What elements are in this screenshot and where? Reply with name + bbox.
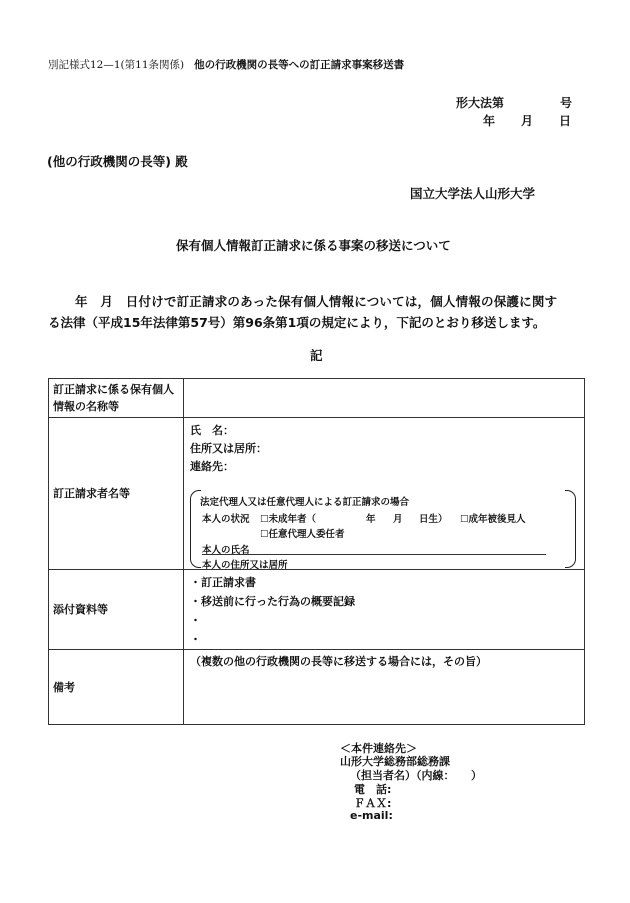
representative-box (190, 490, 576, 571)
requester-value (184, 418, 585, 570)
minor-checkbox[interactable]: ☐未成年者（ (260, 514, 317, 525)
info-name-label: 訂正請求に係る保有個人情報の名称等 (49, 379, 184, 418)
date-year: 年 (483, 114, 496, 128)
sender: 国立大学法人山形大学 (410, 186, 536, 201)
requester-address: 住所又は居所： (190, 442, 267, 455)
body-paragraph (48, 291, 588, 333)
document-number-suffix: 号 (560, 96, 573, 110)
remarks-label: 備考 (49, 650, 184, 725)
attachment-item: ・ (190, 614, 201, 627)
contact-email: e-mail: (350, 809, 393, 822)
document-date (483, 112, 571, 129)
requester-contact: 連絡先： (190, 460, 234, 473)
document-number (456, 94, 572, 111)
principal-name-line[interactable] (202, 554, 546, 555)
representative-heading: 法定代理人又は任意代理人による訂正請求の場合 (200, 497, 410, 508)
form-number: 別記様式12—1(第11条関係) (48, 59, 185, 71)
body-line-1: 年 月 日付けで訂正請求のあった保有個人情報については，個人情報の保護に関す (75, 294, 558, 309)
contact-dept: 山形大学総務部総務課 (340, 755, 450, 768)
status-label: 本人の状況 (202, 514, 250, 525)
document-number-prefix: 形大法第 (456, 96, 505, 110)
attachment-item: ・ (190, 633, 201, 646)
transfer-details-table (48, 378, 585, 725)
info-name-value (184, 379, 585, 418)
remarks-value (184, 650, 585, 725)
remarks-text: （複数の他の行政機関の長等に移送する場合には，その旨） (190, 655, 487, 668)
attachment-item: ・訂正請求書 (190, 576, 256, 589)
requester-name: 氏 名： (190, 424, 234, 437)
birth-month: 月 (393, 514, 403, 525)
birth-day: 日生） (419, 514, 448, 525)
addressee: (他の行政機関の長等) 殿 (47, 154, 188, 169)
attachment-item: ・移送前に行った行為の概要記録 (190, 595, 355, 608)
principal-name-label: 本人の氏名 (202, 545, 250, 556)
attachments-value (184, 570, 585, 650)
contact-tel: 電 話: (354, 783, 392, 796)
date-day: 日 (559, 114, 572, 128)
attachments-label: 添付資料等 (49, 570, 184, 650)
birth-year: 年 (366, 514, 376, 525)
form-title: 他の行政機関の長等への訂正請求事案移送書 (194, 59, 405, 71)
adult-guardian-checkbox[interactable]: ☐成年被後見人 (460, 514, 526, 525)
contact-person: （担当者名）（内線： ） (350, 769, 482, 782)
date-month: 月 (521, 114, 534, 128)
delegate-checkbox[interactable]: ☐任意代理人委任者 (260, 529, 345, 540)
subject-title: 保有個人情報訂正請求に係る事案の移送について (176, 238, 451, 253)
paren-right (565, 490, 576, 568)
form-number-line (48, 57, 404, 72)
body-line-2: る法律（平成15年法律第57号）第96条第1項の規定により，下記のとおり移送します。 (48, 315, 546, 330)
principal-address-label: 本人の住所又は居所 (202, 560, 288, 571)
requester-label: 訂正請求者名等 (49, 418, 184, 570)
contact-title: ＜本件連絡先＞ (340, 742, 417, 755)
ki-heading: 記 (310, 348, 323, 363)
contact-fax: ＦＡＸ: (354, 797, 392, 810)
